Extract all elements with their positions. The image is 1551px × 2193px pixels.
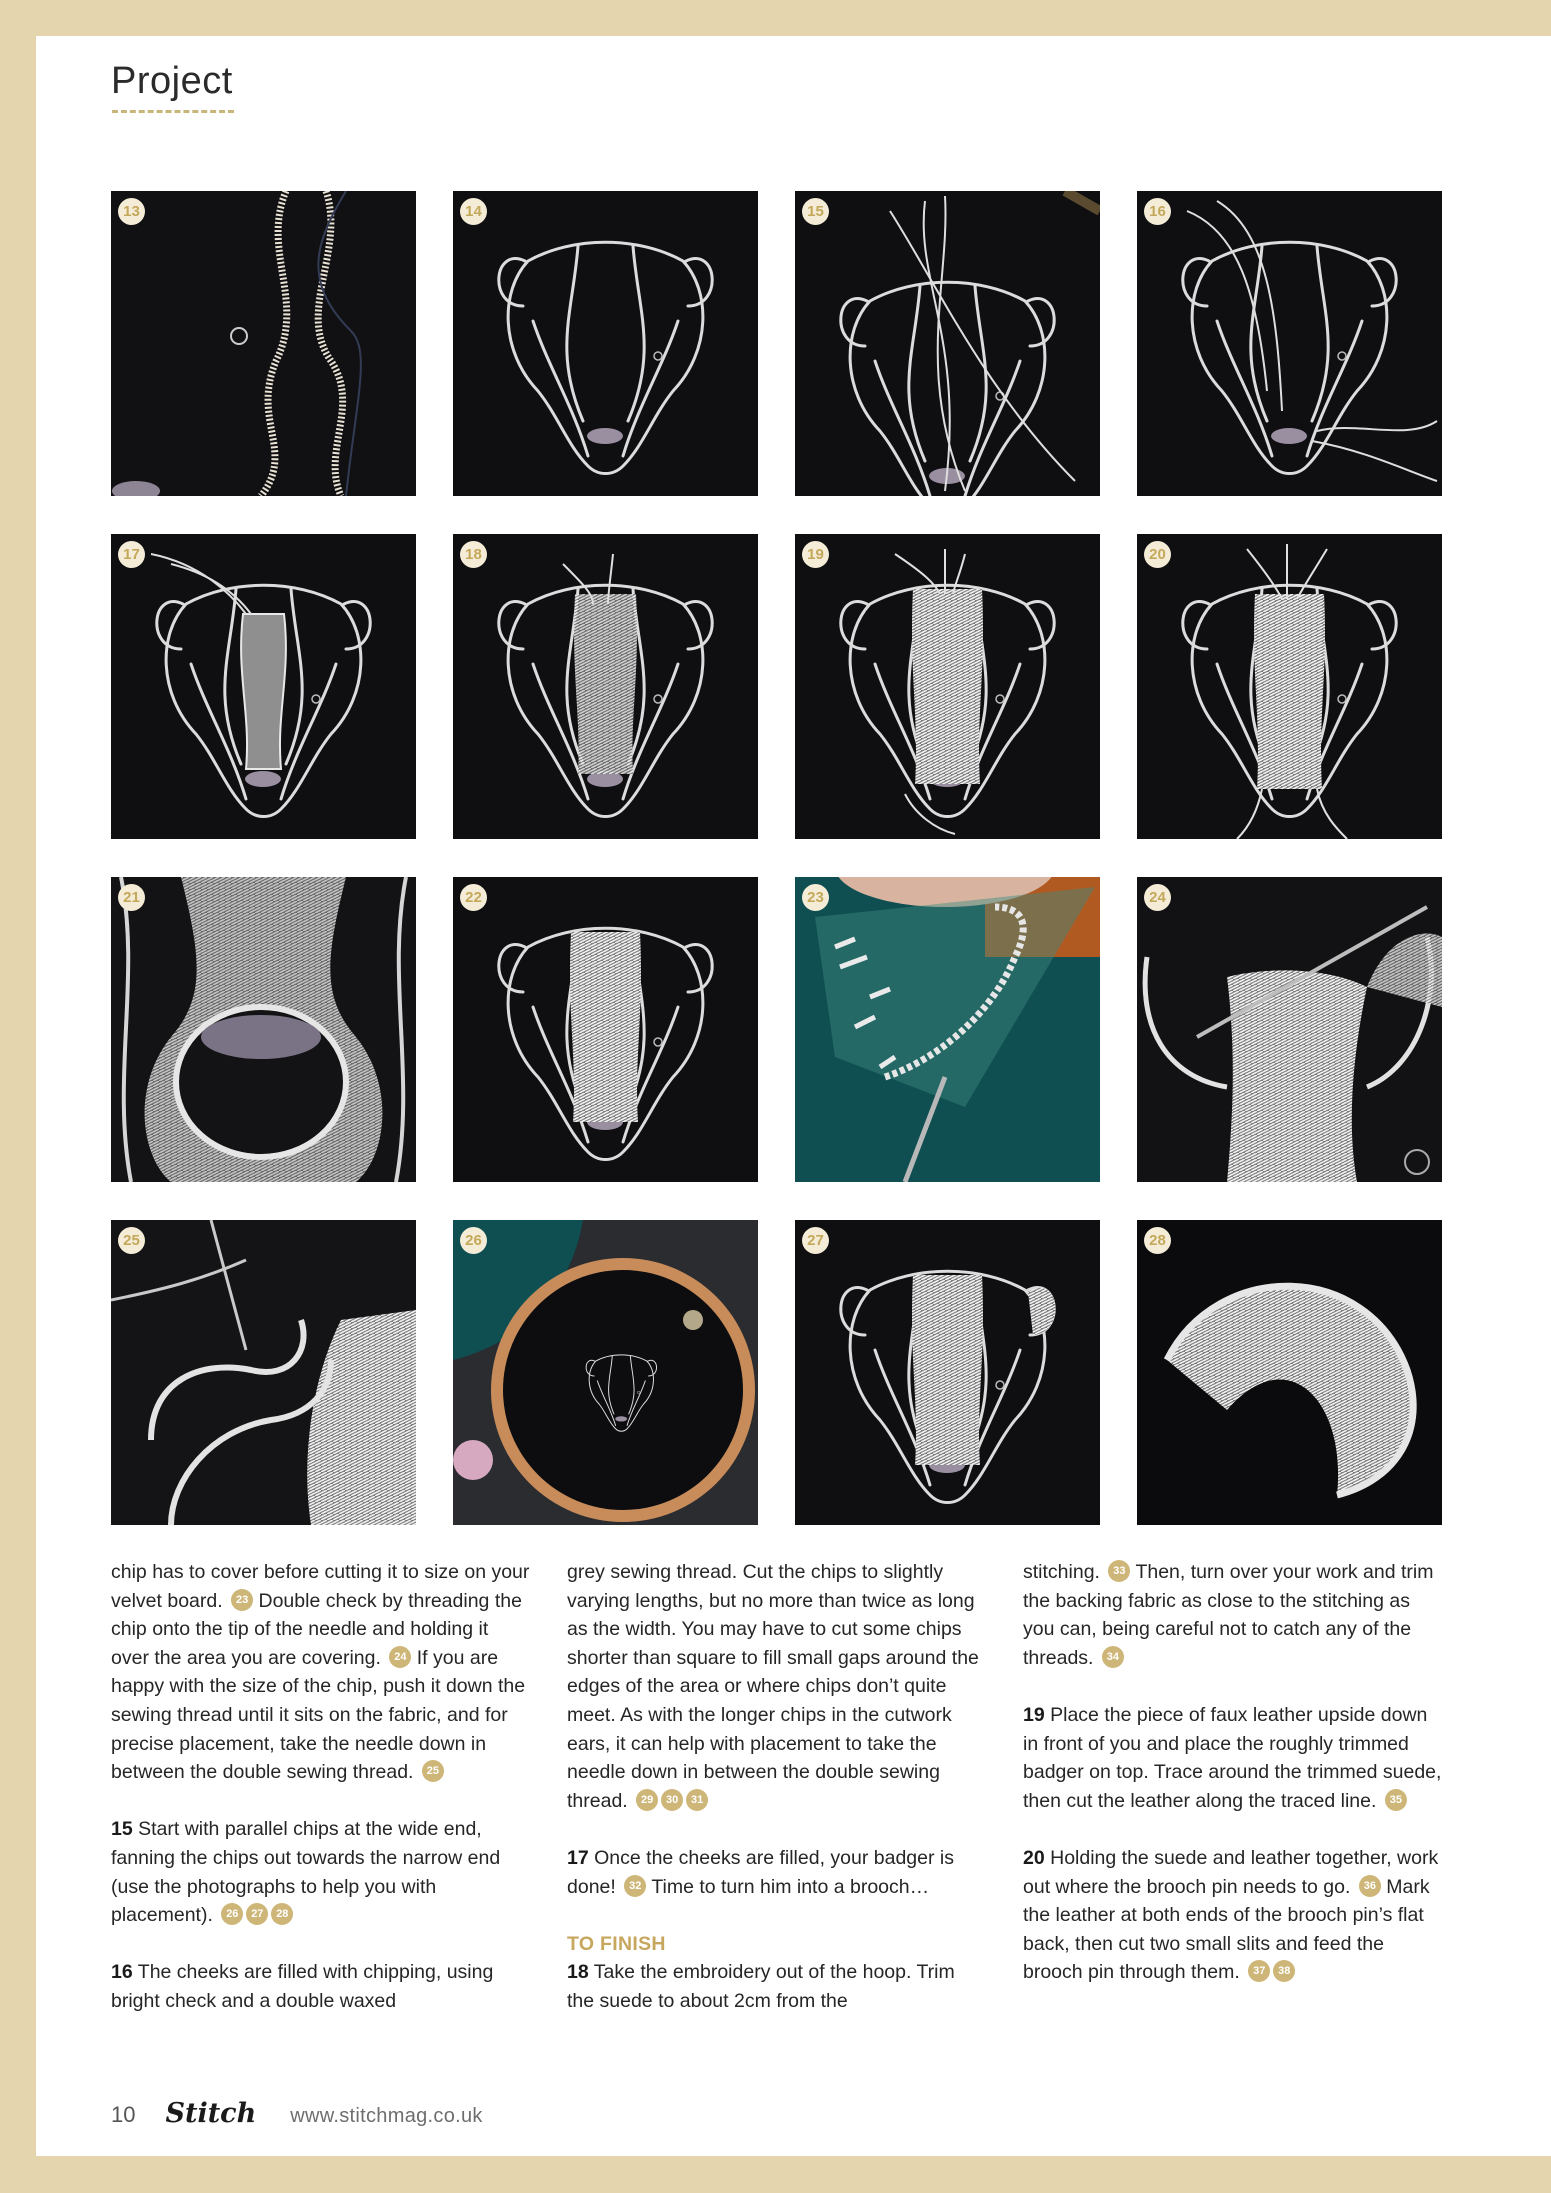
website-link[interactable]: www.stitchmag.co.uk	[290, 2105, 483, 2127]
photo-17-image	[111, 534, 416, 839]
paragraph: 17 Once the cheeks are filled, your badger is done! 32 Time to turn him into a brooch…	[567, 1846, 954, 1898]
photo-ref-badge: 27	[246, 1903, 268, 1925]
step-photo-27[interactable]	[795, 1220, 1100, 1525]
step-photo-grid	[111, 191, 1442, 1525]
photo-15-image	[795, 191, 1100, 496]
photo-28-image	[1137, 1220, 1442, 1525]
step-number: 19	[1023, 1703, 1045, 1726]
photo-ref-badge: 37	[1248, 1960, 1270, 1982]
step-number-badge: 18	[460, 541, 487, 568]
photo-ref-badge: 34	[1102, 1646, 1124, 1668]
step-photo-14[interactable]	[453, 191, 758, 496]
photo-13-image	[111, 191, 416, 496]
step-number: 18	[567, 1961, 589, 1984]
step-photo-23[interactable]	[795, 877, 1100, 1182]
paragraph: TO FINISH 18 Take the embroidery out of the hoop. Trim the suede to about 2cm from the	[567, 1932, 955, 2012]
photo-ref-badge: 32	[624, 1875, 646, 1897]
photo-ref-badge: 38	[1273, 1960, 1295, 1982]
photo-18-image	[453, 534, 758, 839]
step-photo-22[interactable]	[453, 877, 758, 1182]
photo-ref-badge: 35	[1385, 1789, 1407, 1811]
step-photo-18[interactable]	[453, 534, 758, 839]
photo-19-image	[795, 534, 1100, 839]
paragraph: 15 Start with parallel chips at the wide end, fanning the chips out towards the narrow end (use the photographs to help you with placement). 26 27 28	[111, 1818, 501, 1927]
step-number: 15	[111, 1818, 133, 1841]
paragraph: 16 The cheeks are filled with chipping, using bright check and a double waxed	[111, 1961, 494, 2012]
photo-ref-badge: 31	[686, 1789, 708, 1811]
step-number-badge: 25	[118, 1227, 145, 1254]
step-number-badge: 19	[802, 541, 829, 568]
text-column-2	[567, 1558, 987, 2016]
photo-ref-badge: 25	[422, 1760, 444, 1782]
step-photo-21[interactable]	[111, 877, 416, 1182]
step-number-badge: 15	[802, 198, 829, 225]
paragraph: grey sewing thread. Cut the chips to slightly varying lengths, but no more than twice as long as the width. You may have to cut some chips shorter than square to fill small gaps around the edges of the area or where chips don’t quite meet. As with the longer chips in the cutwork ears, it can help with placement to take the needle down in between the double sewing thread. 29 30 31	[567, 1561, 979, 1812]
paragraph: stitching. 33 Then, turn over your work and trim the backing fabric as close to the stitching as you can, being careful not to catch any of the threads. 34	[1023, 1561, 1434, 1669]
step-number-badge: 22	[460, 884, 487, 911]
photo-ref-badge: 30	[661, 1789, 683, 1811]
paragraph: 19 Place the piece of faux leather upside down in front of you and place the roughly trimmed badger on top. Trace around the trimmed suede, then cut the leather along the traced line. 35	[1023, 1703, 1442, 1812]
step-photo-19[interactable]	[795, 534, 1100, 839]
step-number-badge: 14	[460, 198, 487, 225]
photo-22-image	[453, 877, 758, 1182]
step-photo-13[interactable]	[111, 191, 416, 496]
photo-ref-badge: 29	[636, 1789, 658, 1811]
step-photo-16[interactable]	[1137, 191, 1442, 496]
photo-24-image	[1137, 877, 1442, 1182]
photo-14-image	[453, 191, 758, 496]
step-number-badge: 21	[118, 884, 145, 911]
step-number-badge: 13	[118, 198, 145, 225]
photo-20-image	[1137, 534, 1442, 839]
step-photo-26[interactable]	[453, 1220, 758, 1525]
title-underline	[112, 110, 234, 113]
photo-ref-badge: 28	[271, 1903, 293, 1925]
step-number-badge: 16	[1144, 198, 1171, 225]
step-number-badge: 20	[1144, 541, 1171, 568]
step-number: 17	[567, 1846, 589, 1869]
step-number-badge: 27	[802, 1227, 829, 1254]
step-photo-25[interactable]	[111, 1220, 416, 1525]
step-number-badge: 23	[802, 884, 829, 911]
step-number-badge: 28	[1144, 1227, 1171, 1254]
text-column-3	[1023, 1558, 1443, 2016]
paragraph: 20 Holding the suede and leather together, work out where the brooch pin needs to go. 36 Mark the leather at both ends of the brooch pin’s flat back, then cut two small slits and feed the brooch pin through them. 37 38	[1023, 1846, 1439, 1984]
photo-27-image	[795, 1220, 1100, 1525]
instruction-columns	[111, 1558, 1443, 2016]
step-number-badge: 24	[1144, 884, 1171, 911]
photo-ref-badge: 24	[389, 1646, 411, 1668]
photo-26-image	[453, 1220, 758, 1525]
photo-16-image	[1137, 191, 1442, 496]
paragraph: chip has to cover before cutting it to size on your velvet board. 23 Double check by threading the chip onto the tip of the needle and holding it over the area you are covering. 24 If you are happy with the size of the chip, push it down the sewing thread until it sits on the fabric, and for precise placement, take the needle down in between the double sewing thread. 25	[111, 1561, 530, 1784]
page-footer	[111, 2098, 483, 2129]
photo-23-image	[795, 877, 1100, 1182]
step-photo-24[interactable]	[1137, 877, 1442, 1182]
photo-ref-badge: 26	[221, 1903, 243, 1925]
step-number-badge: 26	[460, 1227, 487, 1254]
page-title: Project	[111, 60, 233, 102]
text-column-1	[111, 1558, 531, 2016]
page-number: 10	[111, 2102, 136, 2127]
photo-25-image	[111, 1220, 416, 1525]
step-number-badge: 17	[118, 541, 145, 568]
step-number: 16	[111, 1961, 133, 1984]
step-photo-20[interactable]	[1137, 534, 1442, 839]
photo-21-image	[111, 877, 416, 1182]
photo-ref-badge: 23	[231, 1589, 253, 1611]
magazine-logo: Stitch	[165, 2098, 257, 2129]
step-number: 20	[1023, 1846, 1045, 1869]
photo-ref-badge: 36	[1359, 1875, 1381, 1897]
magazine-page	[36, 36, 1551, 2156]
step-photo-15[interactable]	[795, 191, 1100, 496]
photo-ref-badge: 33	[1108, 1560, 1130, 1582]
step-photo-28[interactable]	[1137, 1220, 1442, 1525]
step-photo-17[interactable]	[111, 534, 416, 839]
subheading-to-finish: TO FINISH	[567, 1932, 666, 1955]
